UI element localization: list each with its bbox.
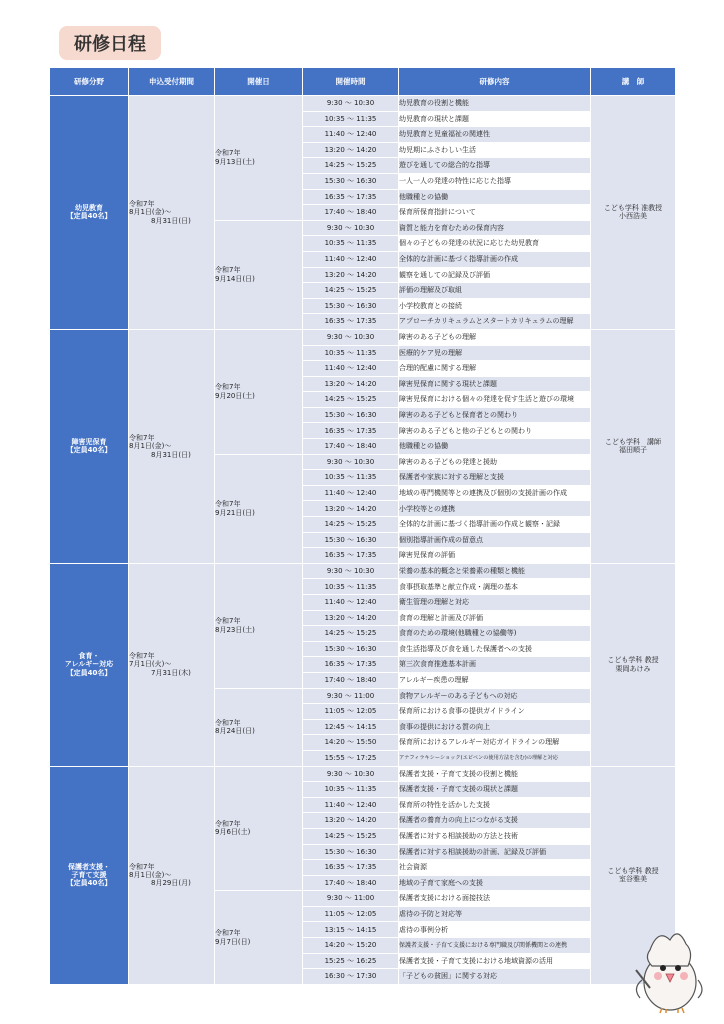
session-time: 15:30 ～ 16:30 — [303, 641, 399, 657]
session-time: 10:35 ～ 11:35 — [303, 111, 399, 127]
category-line: アレルギー対応 — [64, 660, 114, 669]
session-content: 保護者支援・子育て支援の現状と課題 — [399, 782, 591, 798]
event-date — [215, 891, 303, 985]
date-line: 9月20日(土) — [215, 391, 255, 400]
session-content: 障害のある子どもと他の子どもとの関わり — [399, 423, 591, 439]
event-date — [215, 329, 303, 454]
event-date — [215, 454, 303, 563]
session-content: 保護者支援・子育て支援における地域資源の活用 — [399, 953, 591, 969]
session-time: 15:30 ～ 16:30 — [303, 532, 399, 548]
session-time: 13:20 ～ 14:20 — [303, 501, 399, 517]
session-content: 小学校教育との接続 — [399, 298, 591, 314]
session-content: 地域の子育て家庭への支援 — [399, 875, 591, 891]
table-row — [50, 329, 676, 345]
session-time: 14:20 ～ 15:50 — [303, 735, 399, 751]
session-content: アレルギー疾患の理解 — [399, 672, 591, 688]
session-content: 保育所保育指針について — [399, 205, 591, 221]
session-time: 10:35 ～ 11:35 — [303, 782, 399, 798]
session-time: 9:30 ～ 10:30 — [303, 220, 399, 236]
session-time: 9:30 ～ 10:30 — [303, 96, 399, 112]
category-line: 障害児保育 — [71, 437, 107, 446]
lecturer — [591, 329, 676, 563]
session-time: 13:20 ～ 14:20 — [303, 610, 399, 626]
lecturer — [591, 96, 676, 330]
session-content: 個別指導計画作成の留意点 — [399, 532, 591, 548]
application-period — [129, 563, 215, 766]
session-time: 16:35 ～ 17:35 — [303, 860, 399, 876]
session-content: 医療的ケア児の理解 — [399, 345, 591, 361]
session-content: 障害のある子どもと保育者との関わり — [399, 407, 591, 423]
session-content: 保育所の特性を活かした支援 — [399, 797, 591, 813]
session-content: 個々の子どもの発達の状況に応じた幼児教育 — [399, 236, 591, 252]
session-content: 保護者支援・子育て支援の役割と機能 — [399, 766, 591, 782]
date-line: 令和7年 — [215, 718, 241, 727]
period-line: 8月1日(金)～ — [129, 870, 172, 879]
session-content: 第三次食育推進基本計画 — [399, 657, 591, 673]
session-time: 9:30 ～ 10:30 — [303, 766, 399, 782]
session-time: 14:25 ～ 15:25 — [303, 828, 399, 844]
category-line: 保護者支援・ — [68, 862, 110, 871]
lecturer-line: こども学科 講師 — [605, 437, 661, 446]
session-time: 16:35 ～ 17:35 — [303, 548, 399, 564]
date-line: 令和7年 — [215, 929, 241, 938]
lecturer-line: 室谷雅美 — [619, 875, 647, 884]
date-line: 令和7年 — [215, 149, 241, 158]
lecturer-line: 福田順子 — [619, 446, 647, 455]
session-time: 11:40 ～ 12:40 — [303, 595, 399, 611]
session-content: 評価の理解及び取組 — [399, 283, 591, 299]
session-time: 12:45 ～ 14:15 — [303, 719, 399, 735]
session-time: 15:30 ～ 16:30 — [303, 407, 399, 423]
session-content: 遊びを通しての総合的な指導 — [399, 158, 591, 174]
session-content: 一人一人の発達の特性に応じた指導 — [399, 173, 591, 189]
session-time: 9:30 ～ 11:00 — [303, 688, 399, 704]
event-date — [215, 766, 303, 891]
session-content: 保護者や家族に対する理解と支援 — [399, 470, 591, 486]
session-content: 食事の提供における質の向上 — [399, 719, 591, 735]
session-content: 地域の専門機関等との連携及び個別の支援計画の作成 — [399, 485, 591, 501]
table-row — [50, 96, 676, 112]
session-time: 13:20 ～ 14:20 — [303, 813, 399, 829]
period-line: 8月1日(金)～ — [129, 208, 172, 217]
session-content: 食育のための環境(他職種との協働等) — [399, 626, 591, 642]
training-category — [50, 329, 129, 563]
column-header: 研修内容 — [399, 68, 591, 96]
session-time: 11:05 ～ 12:05 — [303, 704, 399, 720]
session-time: 11:40 ～ 12:40 — [303, 797, 399, 813]
period-line: 7月31日(木) — [151, 668, 191, 677]
session-time: 17:40 ～ 18:40 — [303, 672, 399, 688]
date-line: 令和7年 — [215, 383, 241, 392]
session-content: 虐待の予防と対応等 — [399, 906, 591, 922]
category-line: 幼児教育 — [75, 204, 103, 213]
session-content: 幼児教育の現状と課題 — [399, 111, 591, 127]
date-line: 8月23日(土) — [215, 625, 255, 634]
session-content: 食育の理解と計画及び評価 — [399, 610, 591, 626]
period-line: 8月29日(月) — [151, 879, 191, 888]
session-content: 虐待の事例分析 — [399, 922, 591, 938]
session-time: 11:40 ～ 12:40 — [303, 361, 399, 377]
session-time: 16:30 ～ 17:30 — [303, 969, 399, 985]
session-time: 10:35 ～ 11:35 — [303, 236, 399, 252]
session-content: 他職種との協働 — [399, 189, 591, 205]
column-header: 研修分野 — [50, 68, 129, 96]
session-content: アプローチカリキュラムとスタートカリキュラムの理解 — [399, 314, 591, 330]
session-time: 14:25 ～ 15:25 — [303, 158, 399, 174]
session-time: 9:30 ～ 10:30 — [303, 454, 399, 470]
date-line: 令和7年 — [215, 617, 241, 626]
lecturer-line: こども学科 教授 — [607, 866, 659, 875]
application-period — [129, 96, 215, 330]
application-period — [129, 766, 215, 984]
session-content: 「子どもの貧困」に関する対応 — [399, 969, 591, 985]
session-content: 保育所におけるアレルギー対応ガイドラインの理解 — [399, 735, 591, 751]
event-date — [215, 220, 303, 329]
session-time: 9:30 ～ 11:00 — [303, 891, 399, 907]
training-category — [50, 96, 129, 330]
session-content: 保護者支援・子育て支援における専門職及び関係機関との連携 — [399, 938, 591, 954]
period-line: 令和7年 — [129, 652, 155, 661]
session-time: 10:35 ～ 11:35 — [303, 579, 399, 595]
event-date — [215, 96, 303, 221]
session-content: 保育所における食事の提供ガイドライン — [399, 704, 591, 720]
period-line: 令和7年 — [129, 862, 155, 871]
session-content: 保護者の養育力の向上につながる支援 — [399, 813, 591, 829]
session-content: 障害児保育の評価 — [399, 548, 591, 564]
period-line: 令和7年 — [129, 433, 155, 442]
session-content: 食事摂取基準と献立作成・調理の基本 — [399, 579, 591, 595]
session-time: 15:30 ～ 16:30 — [303, 173, 399, 189]
schedule-body — [50, 96, 676, 985]
session-time: 13:20 ～ 14:20 — [303, 142, 399, 158]
session-time: 16:35 ～ 17:35 — [303, 189, 399, 205]
date-line: 9月21日(日) — [215, 508, 255, 517]
bird-mascot-icon — [628, 922, 708, 1014]
session-time: 14:25 ～ 15:25 — [303, 626, 399, 642]
period-line: 7月1日(火)～ — [129, 660, 172, 669]
session-content: 資質と能力を育むための保育内容 — [399, 220, 591, 236]
session-content: 障害のある子どもの発達と援助 — [399, 454, 591, 470]
lecturer-line: こども学科 准教授 — [603, 204, 663, 213]
session-content: 障害児保育に関する現状と課題 — [399, 376, 591, 392]
date-line: 9月14日(日) — [215, 274, 255, 283]
category-line: 【定員40名】 — [66, 668, 112, 677]
session-time: 16:35 ～ 17:35 — [303, 423, 399, 439]
date-line: 9月13日(土) — [215, 157, 255, 166]
session-time: 13:20 ～ 14:20 — [303, 376, 399, 392]
session-content: 観察を通しての記録及び評価 — [399, 267, 591, 283]
date-line: 9月7日(日) — [215, 937, 251, 946]
date-line: 9月6日(土) — [215, 828, 251, 837]
session-time: 17:40 ～ 18:40 — [303, 439, 399, 455]
column-header: 開催時間 — [303, 68, 399, 96]
column-header: 開催日 — [215, 68, 303, 96]
session-content: 他職種との協働 — [399, 439, 591, 455]
session-time: 13:15 ～ 14:15 — [303, 922, 399, 938]
session-time: 15:55 ～ 17:25 — [303, 750, 399, 766]
session-time: 16:35 ～ 17:35 — [303, 314, 399, 330]
period-line: 8月31日(日) — [151, 216, 191, 225]
date-line: 令和7年 — [215, 500, 241, 509]
session-time: 13:20 ～ 14:20 — [303, 267, 399, 283]
category-line: 【定員40名】 — [66, 879, 112, 888]
session-content: 障害児保育における個々の発達を促す生活と遊びの環境 — [399, 392, 591, 408]
lecturer — [591, 563, 676, 766]
training-category — [50, 766, 129, 984]
session-content: 幼児教育の役割と機能 — [399, 96, 591, 112]
session-time: 14:25 ～ 15:25 — [303, 283, 399, 299]
session-content: 障害のある子どもの理解 — [399, 329, 591, 345]
table-header-row — [50, 68, 676, 96]
session-content: 社会資源 — [399, 860, 591, 876]
period-line: 8月31日(日) — [151, 450, 191, 459]
session-time: 14:25 ～ 15:25 — [303, 517, 399, 533]
session-time: 17:40 ～ 18:40 — [303, 875, 399, 891]
lecturer-line: 栗岡あけみ — [615, 664, 651, 673]
category-line: 【定員40名】 — [66, 446, 112, 455]
session-content: 幼児教育と児童福祉の関連性 — [399, 127, 591, 143]
training-category — [50, 563, 129, 766]
session-time: 9:30 ～ 10:30 — [303, 563, 399, 579]
session-time: 14:20 ～ 15:20 — [303, 938, 399, 954]
application-period — [129, 329, 215, 563]
session-content: 食生活指導及び食を通した保護者への支援 — [399, 641, 591, 657]
session-content: 合理的配慮に関する理解 — [399, 361, 591, 377]
session-time: 11:05 ～ 12:05 — [303, 906, 399, 922]
category-line: 子育て支援 — [71, 870, 107, 879]
session-time: 14:25 ～ 15:25 — [303, 392, 399, 408]
session-content: 衛生管理の理解と対応 — [399, 595, 591, 611]
session-time: 16:35 ～ 17:35 — [303, 657, 399, 673]
date-line: 令和7年 — [215, 266, 241, 275]
column-header: 申込受付期間 — [129, 68, 215, 96]
session-content: 小学校等との連携 — [399, 501, 591, 517]
category-line: 【定員40名】 — [66, 212, 112, 221]
table-row — [50, 766, 676, 782]
date-line: 令和7年 — [215, 820, 241, 829]
session-content: 保護者に対する相談援助の計画、記録及び評価 — [399, 844, 591, 860]
session-time: 11:40 ～ 12:40 — [303, 127, 399, 143]
session-content: 全体的な計画に基づく指導計画の作成 — [399, 251, 591, 267]
session-time: 15:25 ～ 16:25 — [303, 953, 399, 969]
session-content: 保護者支援における面接技法 — [399, 891, 591, 907]
table-row — [50, 563, 676, 579]
session-time: 9:30 ～ 10:30 — [303, 329, 399, 345]
event-date — [215, 563, 303, 688]
session-content: 保護者に対する相談援助の方法と技術 — [399, 828, 591, 844]
session-content: 栄養の基本的概念と栄養素の種類と機能 — [399, 563, 591, 579]
session-content: アナフィラキシーショック(エピペンの使用方法を含む)の理解と対応 — [399, 750, 591, 766]
session-content: 食物アレルギーのある子どもへの対応 — [399, 688, 591, 704]
page-title: 研修日程 — [59, 26, 161, 60]
session-time: 11:40 ～ 12:40 — [303, 251, 399, 267]
event-date — [215, 688, 303, 766]
period-line: 令和7年 — [129, 199, 155, 208]
training-schedule-table — [49, 67, 676, 985]
session-time: 10:35 ～ 11:35 — [303, 470, 399, 486]
date-line: 8月24日(日) — [215, 727, 255, 736]
session-time: 15:30 ～ 16:30 — [303, 844, 399, 860]
category-line: 食育・ — [78, 652, 100, 661]
session-time: 17:40 ～ 18:40 — [303, 205, 399, 221]
period-line: 8月1日(金)～ — [129, 442, 172, 451]
session-content: 幼児期にふさわしい生活 — [399, 142, 591, 158]
session-time: 15:30 ～ 16:30 — [303, 298, 399, 314]
session-time: 10:35 ～ 11:35 — [303, 345, 399, 361]
session-content: 全体的な計画に基づく指導計画の作成と観察・記録 — [399, 517, 591, 533]
session-time: 11:40 ～ 12:40 — [303, 485, 399, 501]
lecturer-line: 小西浩美 — [619, 212, 647, 221]
column-header: 講 師 — [591, 68, 676, 96]
lecturer-line: こども学科 教授 — [607, 656, 659, 665]
